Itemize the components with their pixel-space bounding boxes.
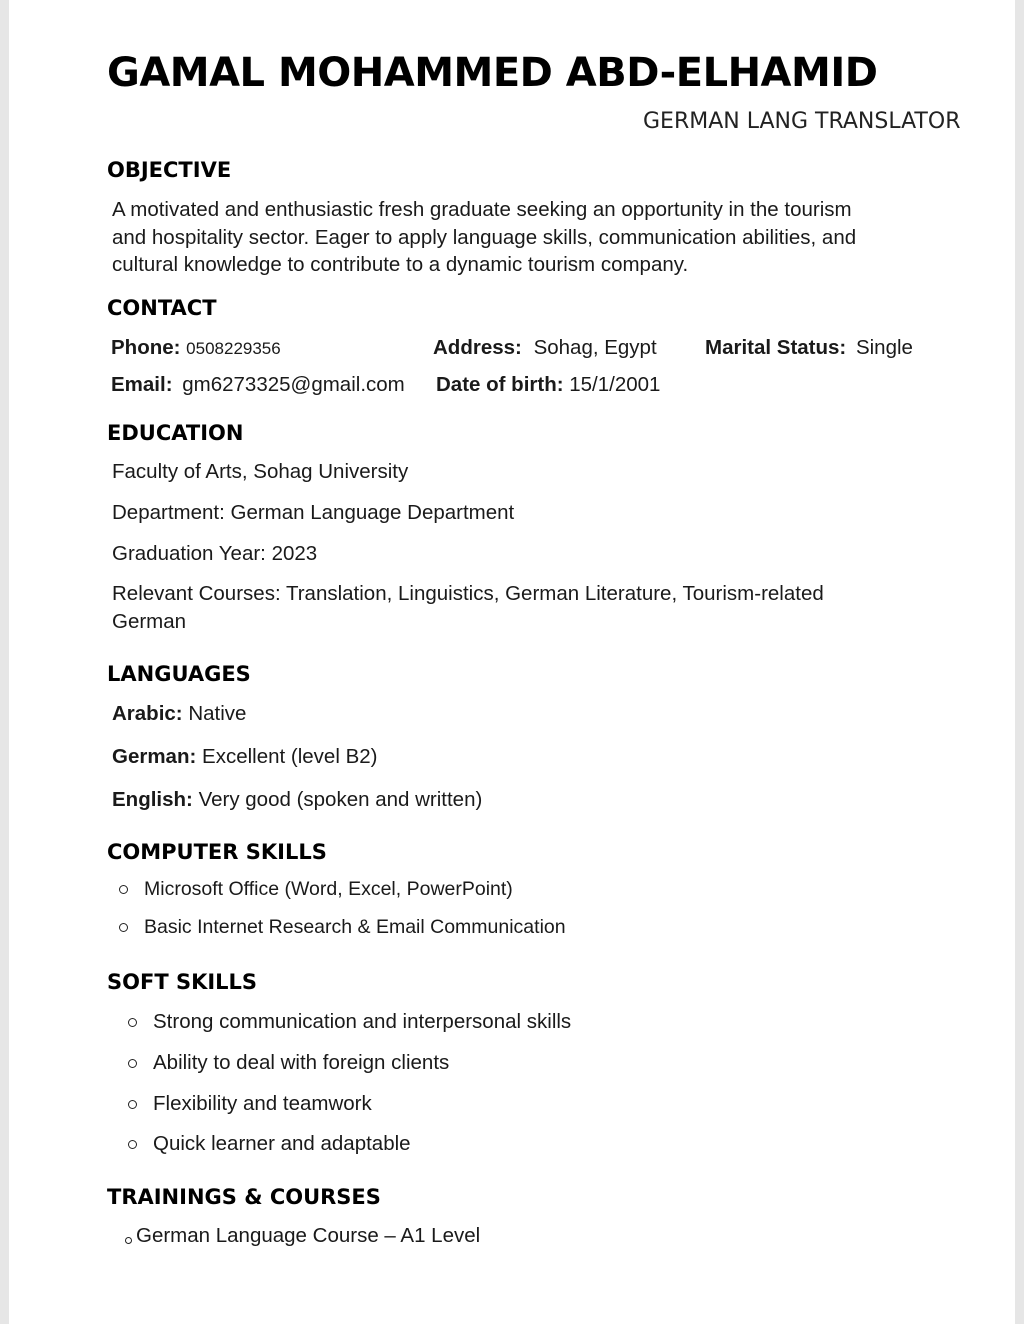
bullet-icon (128, 1140, 137, 1149)
language-label: English: (112, 788, 193, 811)
email-value: gm6273325@gmail.com (182, 373, 405, 396)
marital-value: Single (855, 336, 913, 359)
address-label: Address: (433, 336, 522, 359)
candidate-name: GAMAL MOHAMMED ABD-ELHAMID (107, 50, 878, 96)
education-courses (112, 580, 824, 635)
objective-line: A motivated and enthusiastic fresh graduate seeking an opportunity in the tourism (112, 198, 852, 221)
skill-text: Microsoft Office (Word, Excel, PowerPoint) (144, 878, 513, 900)
skill-text: Quick learner and adaptable (153, 1132, 411, 1155)
list-item (128, 1132, 411, 1156)
education-department: Department: German Language Department (112, 501, 515, 524)
bullet-icon (125, 1237, 132, 1244)
soft-skills-heading: SOFT SKILLS (107, 970, 258, 994)
courses-line: German (112, 609, 187, 633)
contact-address (433, 336, 657, 360)
list-item (125, 1224, 480, 1248)
dob-value: 15/1/2001 (569, 373, 661, 396)
objective-text (112, 196, 856, 279)
objective-line: cultural knowledge to contribute to a dynamic tourism company. (112, 253, 689, 276)
contact-dob (436, 373, 660, 397)
job-title: GERMAN LANG TRANSLATOR (643, 109, 961, 134)
language-value: Native (188, 702, 247, 725)
language-label: German: (112, 745, 197, 768)
phone-label: Phone: (111, 336, 181, 359)
language-value: Very good (spoken and written) (198, 788, 483, 811)
contact-email (111, 373, 405, 397)
skill-text: Flexibility and teamwork (153, 1092, 372, 1115)
list-item (128, 1051, 449, 1075)
phone-value: 0508229356 (186, 339, 281, 358)
education-heading: EDUCATION (107, 421, 244, 445)
objective-line: and hospitality sector. Eager to apply language skills, communication abilities, and (112, 225, 857, 249)
resume-page (9, 0, 1015, 1324)
trainings-heading: TRAININGS & COURSES (107, 1185, 381, 1209)
computer-skills-heading: COMPUTER SKILLS (107, 840, 327, 864)
bullet-icon (128, 1059, 137, 1068)
education-faculty: Faculty of Arts, Sohag University (112, 460, 409, 483)
dob-label: Date of birth: (436, 373, 564, 396)
language-value: Excellent (level B2) (202, 745, 378, 768)
skill-text: Ability to deal with foreign clients (153, 1051, 450, 1074)
language-item (112, 788, 482, 812)
bullet-icon (119, 885, 128, 894)
language-label: Arabic: (112, 702, 183, 725)
contact-marital (705, 336, 913, 360)
skill-text: Strong communication and interpersonal skills (153, 1010, 572, 1033)
language-item (112, 702, 246, 726)
list-item (128, 1092, 372, 1116)
bullet-icon (119, 923, 128, 932)
objective-heading: OBJECTIVE (107, 158, 232, 182)
contact-heading: CONTACT (107, 296, 217, 320)
skill-text: Basic Internet Research & Email Communication (144, 916, 566, 938)
education-graduation: Graduation Year: 2023 (112, 542, 318, 565)
list-item (119, 916, 566, 939)
list-item (119, 878, 513, 901)
address-value: Sohag, Egypt (533, 336, 657, 359)
contact-phone (111, 336, 281, 360)
marital-label: Marital Status: (705, 336, 847, 359)
list-item (128, 1010, 571, 1034)
language-item (112, 745, 377, 769)
courses-line: Relevant Courses: Translation, Linguistics, German Literature, Tourism-related (112, 582, 824, 605)
bullet-icon (128, 1100, 137, 1109)
bullet-icon (128, 1018, 137, 1027)
training-text: German Language Course – A1 Level (136, 1224, 481, 1247)
languages-heading: LANGUAGES (107, 662, 251, 686)
email-label: Email: (111, 373, 173, 396)
